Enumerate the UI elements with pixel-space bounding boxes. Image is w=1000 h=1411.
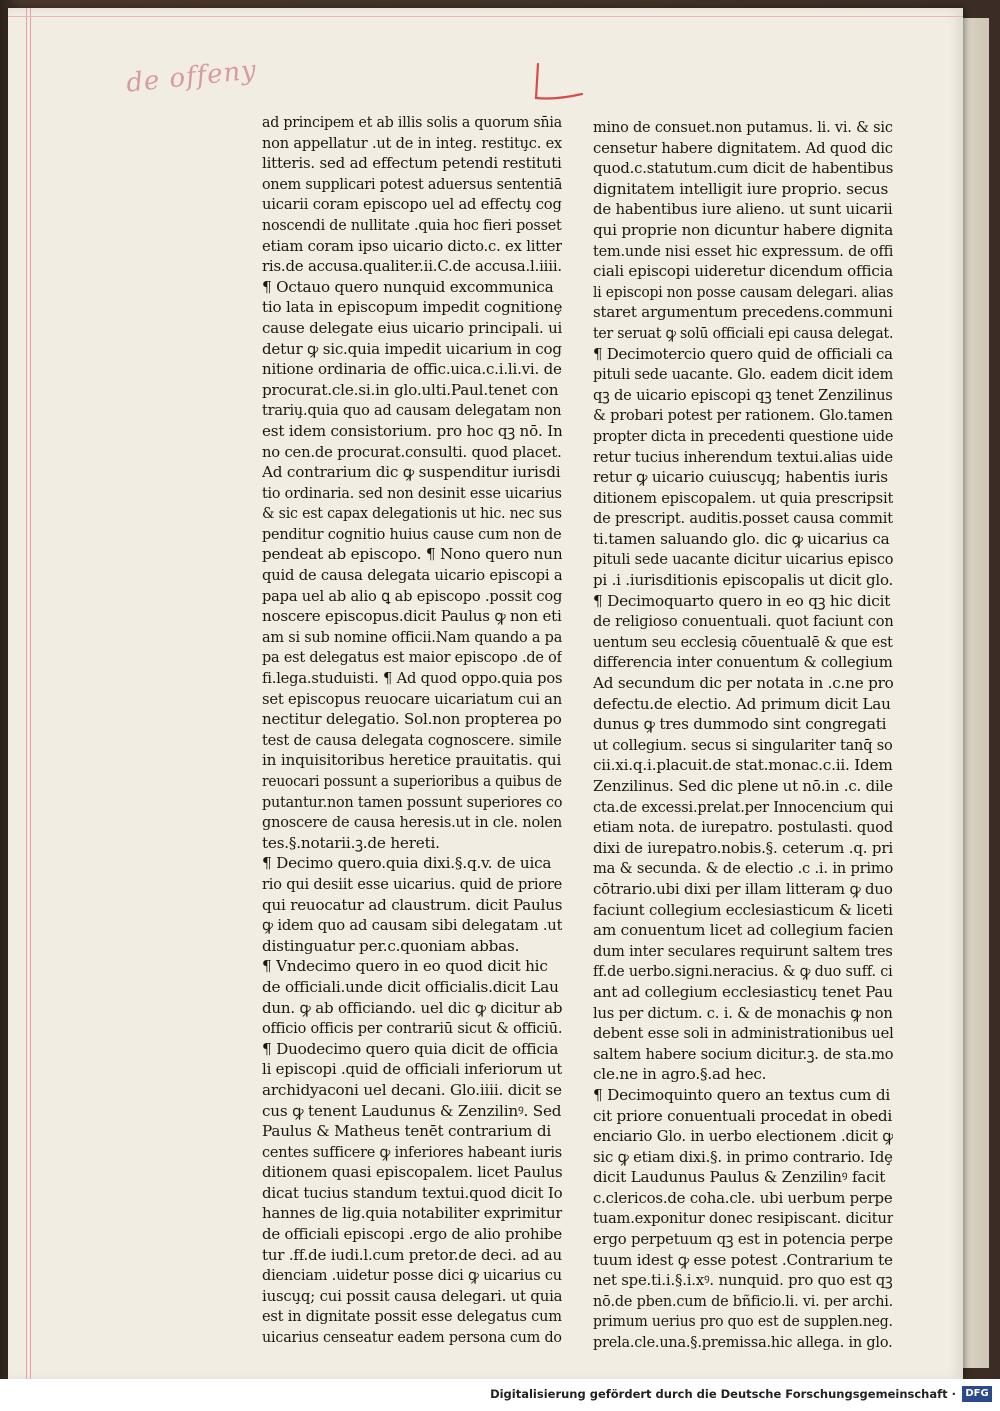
text-line: cta.de excessi.prelat.per Innocencium qui [593,797,893,816]
text-line: differencia inter conuentum & collegium [593,653,893,672]
text-line: nitione ordinaria de offic.uica.c.i.li.vi. de [262,360,562,379]
margin-rule-left [26,8,27,1380]
text-line: set episcopus reuocare uicariatum cui an [262,689,563,708]
text-line: test de causa delegata cognoscere. simile [262,730,562,749]
text-line: Zenzilinus. Sed dic plene ut nō.in .c. dile [593,777,893,795]
text-line: no cen.de procurat.consulti. quod placet. [262,442,562,461]
text-line: litteris. sed ad effectum petendi restituti [262,154,562,173]
text-line: hannes de lig.quia notabiliter exprimitur [262,1204,563,1223]
text-line: retur ꝙ uicario cuiuscu̧q; habentis iuris [593,468,888,487]
text-line: tio lata in episcopum impedit cognitionȩ [262,298,562,317]
text-line: am conuentum licet ad collegium facien [593,921,893,940]
text-line: de officiali.unde dicit officialis.dicit Lau [262,977,559,996]
text-line: Paulus & Matheus tenēt contrarium di [262,1122,552,1141]
text-line: putantur.non tamen possunt superiores co [262,792,562,811]
text-line: mino de consuet.non putamus. li. vi. & sic [593,118,893,136]
text-line: qꝫ de uicario episcopi qꝫ tenet Zenzilinus [593,385,893,404]
text-line: penditur cognitio huius cause cum non de [262,524,562,543]
text-line: procurat.cle.si.in glo.ulti.Paul.tenet con [262,380,559,399]
text-line: ditionem quasi episcopalem. licet Paulus [262,1163,563,1182]
text-line: quod.c.statutum.cum dicit de habentibus [593,159,893,178]
text-line: noscendi de nullitate .quia hoc fieri posset [262,215,562,234]
text-line: est in dignitate possit esse delegatus cum [262,1307,562,1326]
text-line: officio officis per contrariū sicut & officiū. [262,1019,562,1038]
text-line: onem supplicari potest aduersus sententiā [262,174,562,193]
text-line: dum inter seculares requirunt saltem tres [593,941,893,960]
text-line: nectitur delegatio. Sol.non propterea po [262,710,562,729]
text-line: ad principem et ab illis solis a quorum sn̄ia [262,113,562,131]
text-line: cause delegate eius uicario principali. ui [262,318,563,337]
text-line: rio qui desiit esse uicarius. quid de priore [262,874,562,893]
text-line: dicat tucius standum textui.quod dicit Io [262,1183,563,1202]
red-folio-mark [526,60,586,108]
text-line: de religioso conuentuali. quot faciunt con [593,612,894,631]
text-line: pituli sede uacante. Glo. eadem dicit idem [593,365,893,384]
text-line: de habentibus iure alieno. ut sunt uicarii [593,200,893,219]
margin-note-handwritten: de offeny [124,55,259,99]
text-line: cle.ne in agro.§.ad hec. [593,1065,767,1084]
text-line: est idem consistorium. pro hoc qꝫ nō. In [262,421,563,440]
text-line: ut collegium. secus si singulariter tanq̄ so [593,735,893,754]
text-line: defectu.de electio. Ad primum dicit Lau [593,694,891,713]
text-line: censetur habere dignitatem. Ad quod dic [593,138,893,157]
text-line: non appellatur .ut de in integ. restitu̧c. ex [262,133,562,152]
text-line: primum uerius pro quo est de supplen.neg. [593,1312,893,1331]
text-line: dixi de iurepatro.nobis.§. ceterum .q. pri [593,838,893,857]
text-line: ant ad collegium ecclesiasticu̧ tenet Pau [593,982,893,1001]
text-line: de officiali episcopi .ergo de alio prohibe [262,1225,562,1244]
text-line: enciario Glo. in uerbo electionem .dicit ꝙ [593,1127,893,1146]
footer-credit: Digitalisierung gefördert durch die Deutsche Forschungsgemeinschaft · [490,1387,956,1401]
text-line: lus per dictum. c. i. & de monachis ꝙ non [593,1003,893,1022]
text-line: saltem habere socium dicitur.ꝫ. de sta.mo [593,1044,894,1063]
text-line: dun. ꝙ ab officiando. uel dic ꝙ dicitur ab [262,998,562,1017]
text-line: noscere episcopus.dicit Paulus ꝙ non eti [262,607,562,626]
text-column-left [262,112,562,1348]
text-line: & probari potest per rationem. Glo.tamen [593,406,893,425]
text-line: ergo perpetuum qꝫ est in potencia perpe [593,1230,893,1249]
text-line: faciunt collegium ecclesiasticum & liceti [593,900,893,919]
text-line: ¶ Decimo quero.quia dixi.§.q.v. de uica [262,854,552,873]
text-line: dunus ꝙ tres dummodo sint congregati [593,715,887,734]
text-line: etiam nota. de iurepatro. postulasti. quod [593,818,894,837]
text-line: ¶ Octauo quero nunquid excommunica [262,277,554,296]
text-line: retur tucius inherendum textui.alias uide [593,447,893,466]
text-line: tuam.exponitur donec resipiscant. dicitur [593,1209,894,1228]
text-line: reuocari possunt a superioribus a quibus de [262,772,562,790]
text-line: ris.de accusa.qualiter.ii.C.de accusa.l.iiii. [262,257,562,276]
text-line: c.clericos.de coha.cle. ubi uerbum perpe [593,1188,893,1207]
text-line: li episcopi .quid de officiali inferiorum ut [262,1060,562,1079]
text-line: trariu̧.quia quo ad causam delegatam non [262,401,562,420]
text-line: am si sub nomine officii.Nam quando a pa [262,627,562,646]
text-line: tes.§.notarii.ꝫ.de hereti. [262,833,440,852]
text-line: etiam coram ipso uicario dicto.c. ex litter [262,236,563,255]
text-line: pendeat ab episcopo. ¶ Nono quero nun [262,545,562,564]
text-line: fi.lega.studuisti. ¶ Ad quod oppo.quia pos [262,669,563,688]
text-line: cōtrario.ubi dixi per illam litteram ꝙ duo [593,879,893,898]
text-line: uicarii coram episcopo uel ad effectu̧ cog [262,195,562,214]
text-line: dienciam .uidetur posse dici ꝙ uicarius cu [262,1266,562,1285]
text-line: quid de causa delegata uicario episcopi a [262,566,563,585]
text-line: ter seruat ꝙ solū officiali epi causa delegat. [593,323,893,342]
text-line: ciali episcopi uideretur dicendum officia [593,262,893,281]
text-line: ti.tamen saluando glo. dic ꝙ uicarius ca [593,529,890,548]
text-line: ¶ Vndecimo quero in eo quod dicit hic [262,957,548,976]
text-line: centes sufficere ꝙ inferiores habeant iuris [262,1142,562,1161]
text-line: dignitatem intelligit iure proprio. secus [593,179,889,198]
text-line: net spe.ti.i.§.i.xꝰ. nunquid. pro quo est qꝫ [593,1271,893,1290]
dfg-logo: DFG [962,1386,992,1402]
text-line: staret argumentum precedens.communi [593,303,893,322]
text-line: prela.cle.una.§.premissa.hic allega. in glo. [593,1333,893,1352]
text-line: pa est delegatus est maior episcopo .de of [262,648,562,667]
text-line: uicarius censeatur eadem persona cum do [262,1328,562,1347]
text-line: li episcopi non posse causam delegari. alias [593,282,894,301]
footer-bar [0,1379,1000,1411]
text-column-right [593,117,893,1353]
text-line: ¶ Decimotercio quero quid de officiali ca [593,344,893,363]
text-line: distinguatur per.c.quoniam abbas. [262,936,520,955]
text-line: ditionem episcopalem. ut quia prescripsit [593,488,894,507]
text-line: qui proprie non dicuntur habere dignita [593,220,893,239]
text-line: ma & secunda. & de electio .c .i. in primo [593,859,894,878]
text-line: ꝙ idem quo ad causam sibi delegatam .ut [262,916,563,935]
text-line: tuum idest ꝙ esse potest .Contrarium te [593,1250,893,1269]
text-line: debent esse soli in administrationibus uel [593,1024,894,1043]
text-line: sic ꝙ etiam dixi.§. in primo contrario. Idȩ [593,1147,893,1166]
text-line: tur .ff.de iudi.l.cum pretor.de deci. ad au [262,1245,562,1264]
text-line: papa uel ab alio ꝗ ab episcopo .possit cog [262,586,563,605]
text-line: cit priore conuentuali procedat in obedi [593,1106,893,1125]
text-line: dicit Laudunus Paulus & Zenzilinꝰ facit [593,1168,886,1187]
text-line: ¶ Duodecimo quero quia dicit de officia [262,1039,559,1058]
text-line: Ad contrarium dic ꝙ suspenditur iurisdi [262,463,561,482]
text-line: Ad secundum dic per notata in .c.ne pro [593,674,894,693]
text-line: archidyaconi uel decani. Glo.iiii. dicit se [262,1080,562,1099]
text-line: ¶ Decimoquinto quero an textus cum di [593,1085,891,1104]
margin-rule-left-2 [30,8,31,1380]
text-line: tem.unde nisi esset hic expressum. de offi [593,241,893,260]
text-line: nō.de pben.cum de bñficio.li. vi. per archi. [593,1291,893,1310]
text-line: ¶ Decimoquarto quero in eo qꝫ hic dicit [593,591,891,610]
text-line: in inquisitoribus heretice prauitatis. qui [262,751,562,770]
text-line: & sic est capax delegationis ut hic. nec sus [262,504,562,523]
text-line: detur ꝙ sic.quia impedit uicarium in cog [262,339,562,358]
text-line: pituli sede uacante dicitur uicarius episco [593,550,893,569]
text-line: uentum seu ecclesia̧ cōuentualē & que est [593,632,893,651]
book-page [8,8,963,1380]
text-line: qui reuocatur ad claustrum. dicit Paulus [262,895,562,914]
text-line: cus ꝙ tenent Laudunus & Zenzilinꝰ. Sed [262,1101,562,1120]
margin-rule-top [8,16,963,17]
text-line: iuscu̧q; cui possit causa delegari. ut quia [262,1286,562,1305]
text-line: cii.xi.q.i.placuit.de stat.monac.c.ii. Idem [593,756,893,775]
text-line: tio ordinaria. sed non desinit esse uicarius [262,483,562,502]
text-line: gnoscere de causa heresis.ut in cle. nolen [262,813,562,832]
text-line: propter dicta in precedenti questione uide [593,426,893,445]
text-line: de prescript. auditis.posset causa commit [593,509,893,528]
text-line: pi .i .iurisditionis episcopalis ut dicit glo. [593,571,894,590]
text-line: ff.de uerbo.signi.neracius. & ꝙ duo suff. ci [593,962,893,981]
